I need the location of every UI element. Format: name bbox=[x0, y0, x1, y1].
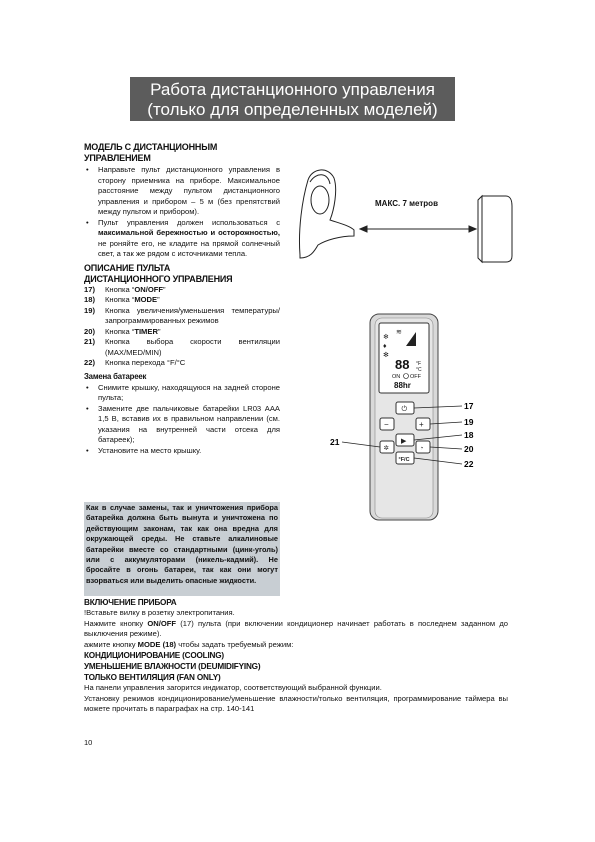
description-item bbox=[84, 327, 280, 338]
switch-on-line-3-bold: MODE (18) bbox=[137, 639, 177, 649]
mode-dehumidifying: УМЕНЬШЕНИЕ ВЛАЖНОСТИ (DEUMIDIFYING) bbox=[84, 662, 261, 671]
description-item-quote: ” bbox=[157, 295, 160, 304]
description-item-label: Кнопка перехода °F/°C bbox=[105, 358, 186, 367]
description-heading-2: ДИСТАНЦИОННОГО УПРАВЛЕНИЯ bbox=[84, 273, 233, 284]
description-item-label: Кнопка “ bbox=[105, 284, 135, 294]
description-item-key: TIMER bbox=[134, 326, 158, 336]
fan-speed-icon: ✲ bbox=[383, 445, 389, 452]
display-off-label: OFF bbox=[410, 374, 421, 380]
display-degree-c-icon: °C bbox=[416, 367, 422, 373]
description-item-number: 19) bbox=[84, 305, 95, 315]
display-snowflake-icon: ❄ bbox=[383, 334, 389, 341]
switch-on-line-5: Установку режимов кондиционирование/уменьшение влажности/только вентиляция, программирование таймера вы можете прочитать в параграфах на стр. 140-141 bbox=[84, 693, 508, 713]
switch-on-line-3-text: ажмите кнопку bbox=[84, 639, 138, 649]
switch-on-line-1: !Вставьте вилку в розетку электропитания. bbox=[84, 608, 235, 617]
power-icon: ⏻ bbox=[401, 406, 408, 413]
distance-arrow bbox=[360, 226, 476, 232]
description-item bbox=[84, 295, 280, 306]
page-number: 10 bbox=[84, 738, 93, 747]
description-item-number: 18) bbox=[84, 295, 95, 304]
description-item-label: Кнопка “ bbox=[105, 295, 135, 304]
model-heading-2: УПРАВЛЕНИЕМ bbox=[84, 153, 151, 163]
display-degree-icon: °F bbox=[416, 361, 422, 367]
callout-21: 21 bbox=[330, 437, 340, 447]
description-item bbox=[84, 306, 280, 327]
hand-with-remote-icon bbox=[299, 170, 354, 258]
display-temperature: 88 bbox=[395, 357, 410, 372]
model-bullet-1: • Направьте пульт дистанционного управления в сторону приемника на приборе. Максимальное расстояние между пультом дистанционного управления и прибором – 5 м (без препятствий между пультом и прибором). bbox=[84, 165, 280, 218]
switch-on-heading: ВКЛЮЧЕНИЕ ПРИБОРА bbox=[84, 598, 177, 607]
callout-20: 20 bbox=[464, 444, 474, 454]
description-item-number: 22) bbox=[84, 358, 95, 367]
description-item bbox=[84, 285, 280, 296]
switch-on-line-4: На панели управления загорится индикатор, соответствующий выбранной функции. bbox=[84, 683, 382, 692]
title-line-1: Работа дистанционного управления bbox=[150, 80, 435, 99]
switch-on-line-2-text: Нажмите кнопку bbox=[84, 618, 148, 628]
mode-fan-only: ТОЛЬКО ВЕНТИЛЯЦИЯ (FAN ONLY) bbox=[84, 673, 221, 682]
model-bullet-2-bold: максимальной бережностью и осторожностью, bbox=[98, 228, 280, 237]
description-item-text bbox=[105, 285, 280, 296]
switch-on-line-2 bbox=[84, 619, 508, 640]
remote-range-illustration bbox=[290, 160, 515, 270]
description-item-text bbox=[105, 295, 280, 306]
left-column bbox=[84, 142, 280, 456]
callout-18: 18 bbox=[464, 430, 474, 440]
description-item-key: MODE bbox=[134, 295, 158, 304]
plus-icon: + bbox=[419, 420, 424, 429]
description-list bbox=[84, 285, 280, 369]
description-item-quote: ” bbox=[163, 284, 166, 294]
description-item-key: ON/OFF bbox=[134, 284, 163, 294]
switch-on-line-2-bold: ON/OFF bbox=[147, 618, 177, 628]
timer-icon: ◔ bbox=[419, 445, 424, 452]
battery-warning-box: Как в случае замены, так и уничтожения прибора батарейка должна быть вынута и уничтожена по действующим законам, так как она вредна для окружающей среды. Не ставьте алкалиновые батарейки вместе со стандартными (цинк-уголь) или с аккумуляторами (никель-кадмий). Не бросайте в огонь батареи, так как они могут взорваться или выделить опасные жидкости. bbox=[84, 502, 280, 596]
display-fan-icon: ✻ bbox=[383, 352, 389, 359]
model-bullet-2-tail: не роняйте его, не кладите на прямой солнечный свет, а так же рядом с источниками тепла. bbox=[98, 238, 280, 258]
switch-on-line-3 bbox=[84, 640, 508, 651]
callout-19: 19 bbox=[464, 417, 474, 427]
description-item-text bbox=[105, 327, 280, 338]
title-line-2: (только для определенных моделей) bbox=[147, 100, 438, 119]
switch-on-line-2-tail: (17) пульта (при включении кондиционер начинает работать в последнем заданном до выключения режиме). bbox=[84, 618, 508, 638]
display-time: 88hr bbox=[394, 381, 411, 390]
description-item-label: Кнопка выбора скорости вентиляции (MAX/MED/MIN) bbox=[105, 337, 280, 357]
mode-cooling: КОНДИЦИОНИРОВАНИЕ (COOLING) bbox=[84, 651, 224, 660]
description-item bbox=[84, 358, 280, 369]
mode-icon: ▶ bbox=[401, 438, 407, 445]
remote-display bbox=[379, 323, 429, 393]
air-conditioner-unit-icon bbox=[478, 196, 512, 262]
description-item-text bbox=[105, 358, 280, 369]
description-heading-1: ОПИСАНИЕ ПУЛЬТА bbox=[84, 262, 171, 273]
description-item-number: 20) bbox=[84, 326, 95, 336]
description-item-label: Кнопка “ bbox=[105, 326, 135, 336]
minus-icon: − bbox=[384, 420, 389, 429]
description-item-text bbox=[105, 337, 280, 358]
description-item-label: Кнопка увеличения/уменьшения температуры/ запрограммированных режимов bbox=[105, 305, 280, 325]
display-drop-icon: ♦ bbox=[383, 343, 387, 350]
model-heading-1: МОДЕЛЬ С ДИСТАНЦИОННЫМ bbox=[84, 142, 218, 152]
display-on-label: ON bbox=[392, 374, 401, 380]
description-item-number: 21) bbox=[84, 337, 95, 346]
description-item-text bbox=[105, 306, 280, 327]
switch-on-line-3-tail: чтобы задать требуемый режим: bbox=[176, 639, 294, 649]
description-item-number: 17) bbox=[84, 284, 95, 294]
display-wave-icon: ≋ bbox=[396, 329, 402, 336]
unit-switch-icon: °F/C bbox=[398, 457, 410, 463]
battery-bullet-1: • Снимите крышку, находящуюся на задней стороне пульта; bbox=[84, 383, 280, 404]
callout-17: 17 bbox=[464, 401, 474, 411]
description-item-quote: ” bbox=[157, 326, 161, 336]
model-bullet-2 bbox=[84, 218, 280, 260]
switch-on-section bbox=[84, 597, 508, 715]
battery-bullet-3: • Установите на место крышку. bbox=[84, 446, 280, 457]
description-item bbox=[84, 337, 280, 358]
callout-22: 22 bbox=[464, 459, 474, 469]
battery-bullet-2: • Замените две пальчиковые батарейки LR03 AAA 1,5 В, вставив их в правильном направлении (см. указания на внутренней части отсека для батареек); bbox=[84, 404, 280, 446]
model-bullet-2-text: Пульт управления должен использоваться с bbox=[98, 217, 280, 227]
battery-heading: Замена батареек bbox=[84, 371, 147, 381]
remote-control-diagram bbox=[330, 310, 520, 525]
distance-label: МАКС. 7 метров bbox=[375, 199, 438, 208]
page-title bbox=[130, 77, 455, 121]
